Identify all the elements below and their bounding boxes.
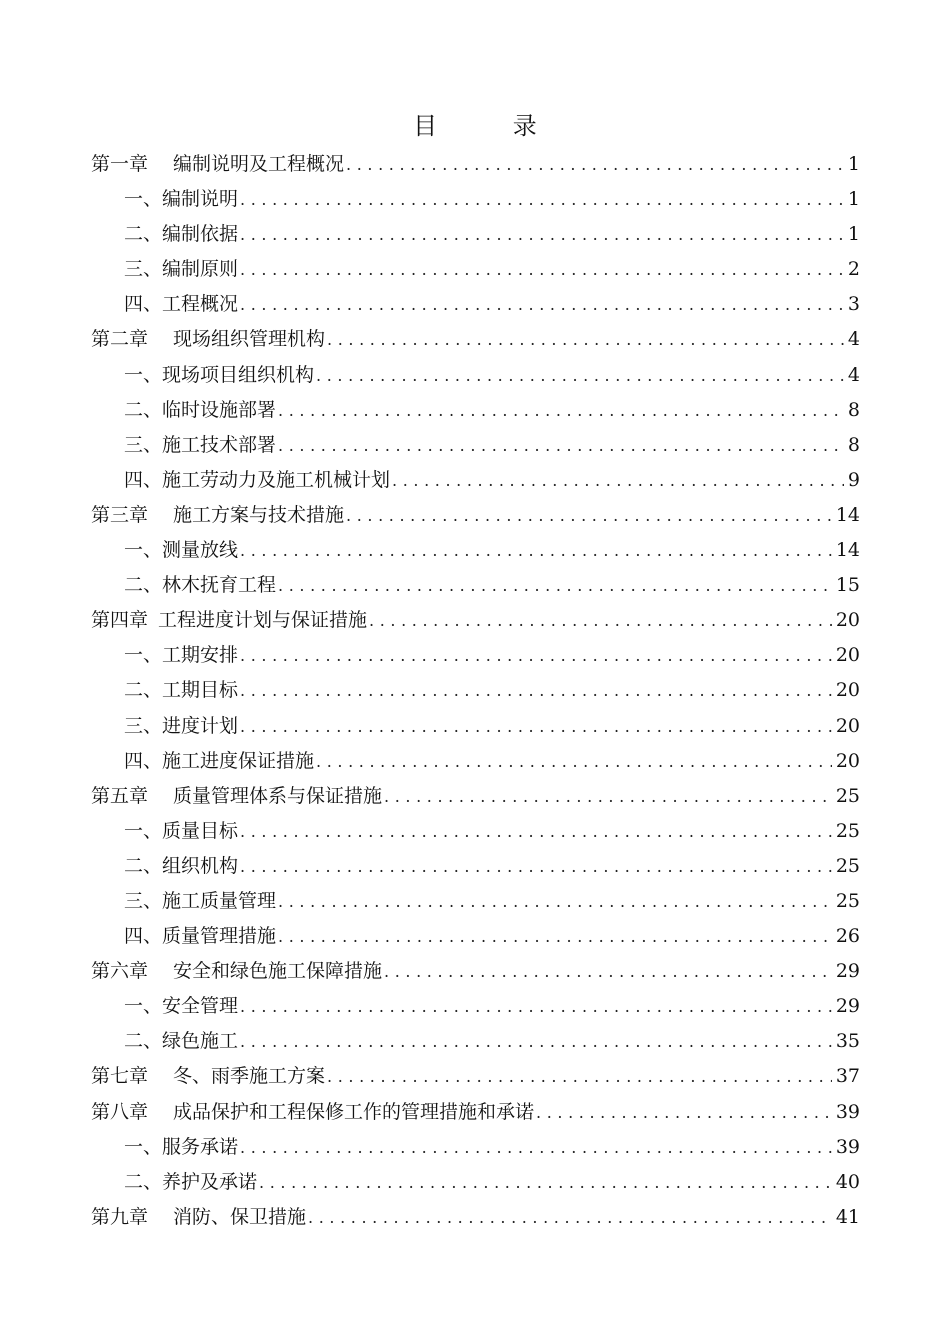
toc-section-entry[interactable] [91, 182, 860, 217]
toc-section-entry[interactable] [91, 849, 860, 884]
toc-entry-title: 四、质量管理措施 [124, 925, 277, 948]
toc-dot-leader [278, 568, 832, 603]
toc-section-entry[interactable] [91, 217, 860, 252]
toc-dot-leader [259, 1165, 832, 1200]
toc-entry-title: 三、施工技术部署 [124, 433, 277, 456]
toc-section-entry[interactable] [91, 989, 860, 1024]
toc-page-number: 4 [847, 363, 860, 386]
toc-entry-title: 一、现场项目组织机构 [124, 363, 315, 386]
toc-entry-title: 二、绿色施工 [124, 1030, 239, 1053]
toc-page-number: 37 [835, 1065, 860, 1088]
toc-section-entry[interactable] [91, 358, 860, 393]
toc-page-number: 3 [847, 293, 860, 316]
toc-page-number: 25 [835, 819, 860, 842]
toc-title: 目 录 [413, 112, 571, 140]
toc-section-entry[interactable] [91, 428, 860, 463]
toc-page-number: 29 [835, 960, 860, 983]
toc-dot-leader [240, 814, 832, 849]
toc-dot-leader [384, 954, 832, 989]
toc-entry-title: 一、安全管理 [124, 995, 239, 1018]
toc-page-number: 4 [847, 328, 860, 351]
toc-entry-title: 成品保护和工程保修工作的管理措施和承诺 [173, 1100, 535, 1123]
toc-page-number: 20 [835, 714, 860, 737]
toc-section-entry[interactable] [91, 673, 860, 708]
toc-dot-leader [240, 673, 832, 708]
toc-page-number: 1 [847, 153, 860, 175]
toc-page-number: 20 [835, 609, 860, 632]
toc-chapter-number: 第一章 [91, 153, 149, 175]
toc-page-number: 40 [835, 1170, 860, 1193]
toc-dot-leader [278, 919, 832, 954]
toc-page-number: 39 [835, 1100, 860, 1123]
toc-page-number: 8 [847, 398, 860, 421]
toc-chapter-entry[interactable] [91, 954, 860, 989]
toc-section-entry[interactable] [91, 744, 860, 779]
toc-page-number: 25 [835, 784, 860, 807]
toc-page-number: 39 [835, 1135, 860, 1158]
toc-section-entry[interactable] [91, 568, 860, 603]
toc-page-number: 20 [835, 679, 860, 702]
toc-page-number: 26 [835, 925, 860, 948]
toc-entry-title: 三、进度计划 [124, 714, 239, 737]
toc-page-number: 8 [847, 433, 860, 456]
toc-entry-title: 二、组织机构 [124, 854, 239, 877]
toc-section-entry[interactable] [91, 638, 860, 673]
toc-chapter-number: 第三章 [91, 503, 149, 526]
toc-dot-leader [240, 709, 832, 744]
toc-dot-leader [240, 989, 832, 1024]
toc-section-entry[interactable] [91, 533, 860, 568]
toc-entry-title: 消防、保卫措施 [173, 1205, 307, 1228]
toc-page-number: 20 [835, 749, 860, 772]
toc-chapter-entry[interactable] [91, 147, 860, 182]
toc-entry-title: 一、工期安排 [124, 644, 239, 667]
toc-dot-leader [308, 1200, 832, 1235]
toc-dot-leader [384, 779, 832, 814]
toc-dot-leader [278, 428, 844, 463]
toc-page-number: 1 [847, 223, 860, 246]
toc-entry-title: 工程进度计划与保证措施 [158, 609, 368, 632]
toc-entry-title: 二、编制依据 [124, 223, 239, 246]
toc-dot-leader [240, 638, 832, 673]
toc-section-entry[interactable] [91, 814, 860, 849]
toc-entry-title: 三、编制原则 [124, 258, 239, 281]
toc-dot-leader [240, 849, 832, 884]
toc-section-entry[interactable] [91, 884, 860, 919]
toc-entry-title: 二、工期目标 [124, 679, 239, 702]
toc-dot-leader [327, 322, 844, 357]
toc-page-number: 41 [835, 1205, 860, 1228]
toc-entry-title: 编制说明及工程概况 [173, 153, 345, 175]
toc-section-entry[interactable] [91, 1165, 860, 1200]
toc-page-number: 15 [835, 574, 860, 597]
toc-entry-title: 质量管理体系与保证措施 [173, 784, 383, 807]
toc-entry-title: 现场组织管理机构 [173, 328, 326, 351]
toc-dot-leader [278, 393, 844, 428]
toc-section-entry[interactable] [91, 1024, 860, 1059]
toc-dot-leader [392, 463, 844, 498]
toc-section-entry[interactable] [91, 287, 860, 322]
toc-dot-leader [536, 1095, 832, 1130]
toc-entry-title: 一、测量放线 [124, 539, 239, 562]
toc-page-number: 1 [847, 188, 860, 211]
toc-page-number: 25 [835, 889, 860, 912]
toc-page-number: 9 [847, 468, 860, 491]
toc-dot-leader [240, 252, 844, 287]
toc-dot-leader [369, 603, 832, 638]
toc-page-number: 14 [835, 503, 860, 526]
toc-dot-leader [346, 147, 844, 182]
toc-dot-leader [240, 287, 844, 322]
toc-chapter-number: 第四章 [91, 609, 149, 632]
toc-entry-title: 四、施工进度保证措施 [124, 749, 315, 772]
toc-dot-leader [240, 1024, 832, 1059]
toc-dot-leader [278, 884, 832, 919]
toc-section-entry[interactable] [91, 709, 860, 744]
toc-chapter-number: 第二章 [91, 328, 149, 351]
toc-chapter-number: 第八章 [91, 1100, 149, 1123]
toc-dot-leader [346, 498, 832, 533]
toc-page-number: 20 [835, 644, 860, 667]
table-of-contents [91, 147, 860, 1235]
toc-page-number: 14 [835, 539, 860, 562]
toc-page-number: 25 [835, 854, 860, 877]
toc-chapter-entry[interactable] [91, 1200, 860, 1235]
toc-section-entry[interactable] [91, 463, 860, 498]
toc-entry-title: 三、施工质量管理 [124, 889, 277, 912]
toc-chapter-number: 第七章 [91, 1065, 149, 1088]
toc-chapter-entry[interactable] [91, 1095, 860, 1130]
toc-dot-leader [240, 533, 832, 568]
toc-dot-leader [327, 1059, 832, 1094]
toc-section-entry[interactable] [91, 1130, 860, 1165]
toc-dot-leader [240, 1130, 832, 1165]
toc-dot-leader [240, 182, 844, 217]
toc-section-entry[interactable] [91, 393, 860, 428]
toc-chapter-number: 第六章 [91, 960, 149, 983]
toc-entry-title: 一、质量目标 [124, 819, 239, 842]
toc-chapter-number: 第五章 [91, 784, 149, 807]
toc-chapter-entry[interactable] [91, 779, 860, 814]
toc-entry-title: 一、服务承诺 [124, 1135, 239, 1158]
toc-page-number: 2 [847, 258, 860, 281]
toc-chapter-entry[interactable] [91, 322, 860, 357]
toc-chapter-number: 第九章 [91, 1205, 149, 1228]
toc-section-entry[interactable] [91, 919, 860, 954]
toc-page-number: 35 [835, 1030, 860, 1053]
toc-chapter-entry[interactable] [91, 498, 860, 533]
toc-chapter-entry[interactable] [91, 1059, 860, 1094]
toc-dot-leader [316, 358, 844, 393]
toc-page-number: 29 [835, 995, 860, 1018]
toc-entry-title: 四、工程概况 [124, 293, 239, 316]
toc-entry-title: 施工方案与技术措施 [173, 503, 345, 526]
toc-dot-leader [240, 217, 844, 252]
toc-entry-title: 一、编制说明 [124, 188, 239, 211]
toc-entry-title: 四、施工劳动力及施工机械计划 [124, 468, 391, 491]
toc-entry-title: 冬、雨季施工方案 [173, 1065, 326, 1088]
toc-entry-title: 二、养护及承诺 [124, 1170, 258, 1193]
toc-entry-title: 二、林木抚育工程 [124, 574, 277, 597]
toc-dot-leader [316, 744, 832, 779]
toc-section-entry[interactable] [91, 252, 860, 287]
toc-chapter-entry[interactable] [91, 603, 860, 638]
toc-entry-title: 二、临时设施部署 [124, 398, 277, 421]
toc-entry-title: 安全和绿色施工保障措施 [173, 960, 383, 983]
